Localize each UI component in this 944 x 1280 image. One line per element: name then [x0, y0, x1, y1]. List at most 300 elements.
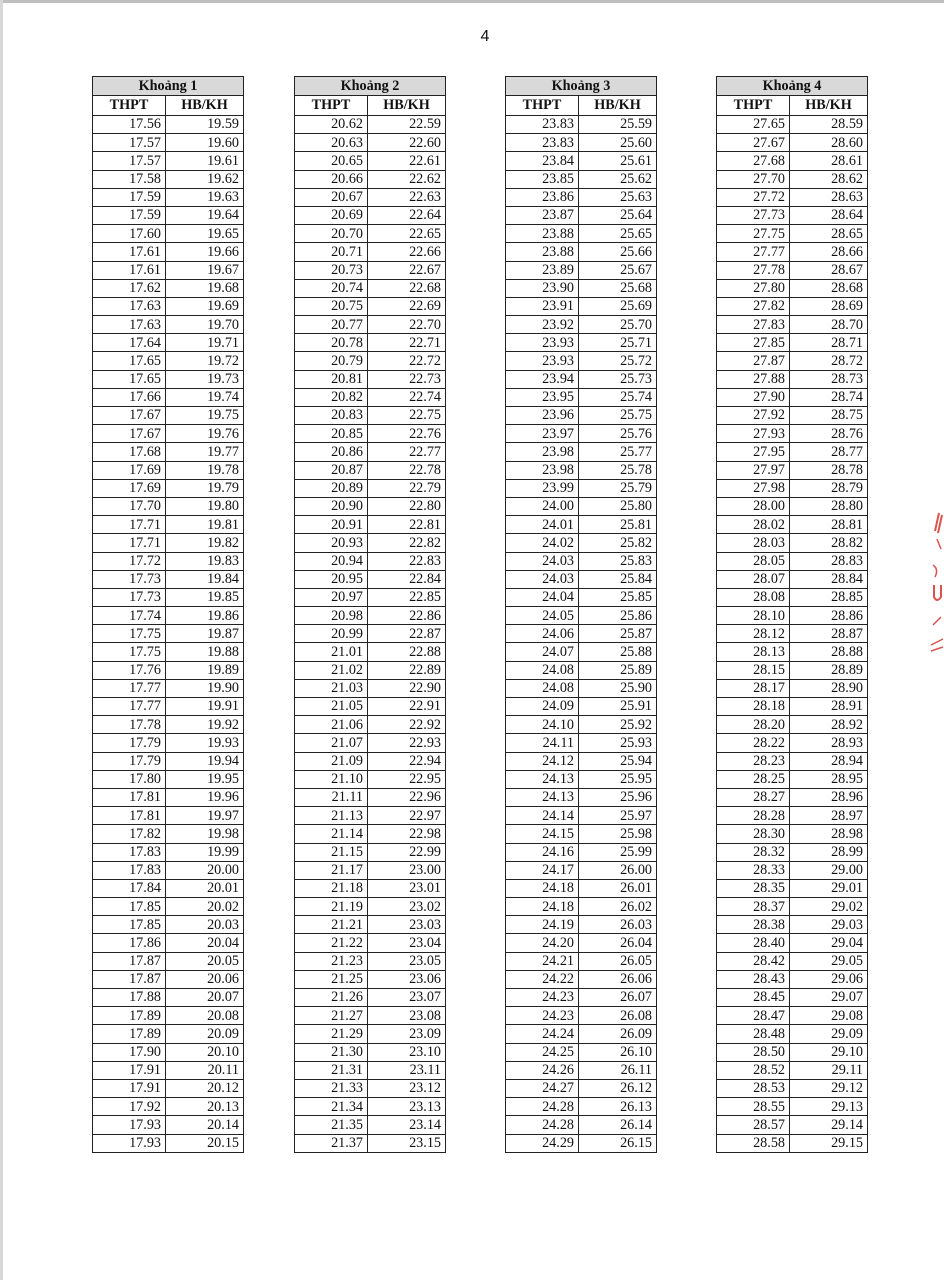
hbkh-cell: 19.95	[166, 770, 244, 788]
hbkh-cell: 26.14	[579, 1116, 657, 1134]
hbkh-cell: 22.61	[368, 152, 446, 170]
hbkh-cell: 19.77	[166, 443, 244, 461]
thpt-cell: 20.91	[295, 516, 368, 534]
table-row	[506, 807, 657, 825]
hbkh-cell: 19.87	[166, 625, 244, 643]
thpt-cell: 17.63	[93, 297, 166, 315]
page-number: 4	[480, 28, 490, 45]
thpt-cell: 21.18	[295, 879, 368, 897]
table-row	[93, 534, 244, 552]
thpt-cell: 23.83	[506, 134, 579, 152]
hbkh-cell: 25.65	[579, 225, 657, 243]
table-row	[717, 479, 868, 497]
hbkh-cell: 29.10	[790, 1043, 868, 1061]
hbkh-cell: 25.62	[579, 170, 657, 188]
hbkh-cell: 22.59	[368, 116, 446, 134]
hbkh-cell: 20.15	[166, 1134, 244, 1152]
table-row	[506, 570, 657, 588]
thpt-cell: 24.12	[506, 752, 579, 770]
thpt-cell: 21.17	[295, 861, 368, 879]
table-row	[93, 479, 244, 497]
thpt-cell: 28.47	[717, 1007, 790, 1025]
table-row	[506, 352, 657, 370]
table-row	[93, 952, 244, 970]
thpt-cell: 24.24	[506, 1025, 579, 1043]
hbkh-cell: 28.68	[790, 279, 868, 297]
table-row	[295, 188, 446, 206]
thpt-cell: 28.55	[717, 1098, 790, 1116]
table-row	[93, 970, 244, 988]
table-row	[506, 1134, 657, 1152]
thpt-cell: 23.92	[506, 316, 579, 334]
thpt-cell: 23.95	[506, 388, 579, 406]
hbkh-cell: 28.75	[790, 407, 868, 425]
hbkh-cell: 29.04	[790, 934, 868, 952]
thpt-cell: 27.82	[717, 297, 790, 315]
thpt-cell: 23.88	[506, 225, 579, 243]
hbkh-cell: 22.77	[368, 443, 446, 461]
thpt-cell: 21.13	[295, 807, 368, 825]
hbkh-cell: 28.59	[790, 116, 868, 134]
thpt-cell: 24.15	[506, 825, 579, 843]
hbkh-cell: 22.97	[368, 807, 446, 825]
thpt-cell: 23.98	[506, 443, 579, 461]
hbkh-cell: 28.94	[790, 752, 868, 770]
table-row	[295, 134, 446, 152]
hbkh-cell: 26.05	[579, 952, 657, 970]
table-row	[93, 152, 244, 170]
thpt-cell: 24.23	[506, 989, 579, 1007]
thpt-cell: 20.78	[295, 334, 368, 352]
table-row	[93, 188, 244, 206]
thpt-cell: 24.19	[506, 916, 579, 934]
thpt-cell: 20.81	[295, 370, 368, 388]
table-row	[93, 443, 244, 461]
table-row	[506, 552, 657, 570]
hbkh-cell: 22.88	[368, 643, 446, 661]
table-row	[717, 261, 868, 279]
table-row	[717, 243, 868, 261]
hbkh-cell: 25.91	[579, 698, 657, 716]
hbkh-cell: 22.82	[368, 534, 446, 552]
table-row	[506, 952, 657, 970]
table-row	[717, 516, 868, 534]
thpt-cell: 28.35	[717, 879, 790, 897]
table-row	[295, 334, 446, 352]
thpt-cell: 17.81	[93, 807, 166, 825]
hbkh-cell: 29.07	[790, 989, 868, 1007]
thpt-cell: 28.40	[717, 934, 790, 952]
table-row	[506, 425, 657, 443]
table-row	[717, 661, 868, 679]
table-row	[93, 516, 244, 534]
table-row	[93, 1025, 244, 1043]
hbkh-cell: 22.80	[368, 497, 446, 515]
hbkh-cell: 19.84	[166, 570, 244, 588]
table-row	[717, 297, 868, 315]
hbkh-cell: 29.01	[790, 879, 868, 897]
table-row	[93, 989, 244, 1007]
thpt-cell: 24.09	[506, 698, 579, 716]
table-row	[717, 225, 868, 243]
hbkh-cell: 26.11	[579, 1061, 657, 1079]
thpt-cell: 28.27	[717, 788, 790, 806]
table-row	[295, 1025, 446, 1043]
table-row	[717, 934, 868, 952]
table-row	[717, 461, 868, 479]
hbkh-cell: 26.12	[579, 1079, 657, 1097]
table-row	[717, 1134, 868, 1152]
thpt-cell: 20.70	[295, 225, 368, 243]
table-row	[506, 916, 657, 934]
hbkh-cell: 29.06	[790, 970, 868, 988]
thpt-cell: 20.66	[295, 170, 368, 188]
table-row	[717, 352, 868, 370]
hbkh-cell: 23.07	[368, 989, 446, 1007]
hbkh-cell: 29.09	[790, 1025, 868, 1043]
hbkh-cell: 25.66	[579, 243, 657, 261]
thpt-cell: 17.85	[93, 916, 166, 934]
thpt-cell: 20.82	[295, 388, 368, 406]
thpt-cell: 21.03	[295, 679, 368, 697]
table-row	[295, 1043, 446, 1061]
table-row	[717, 552, 868, 570]
hbkh-cell: 19.61	[166, 152, 244, 170]
thpt-cell: 21.23	[295, 952, 368, 970]
hbkh-cell: 28.92	[790, 716, 868, 734]
thpt-cell: 17.80	[93, 770, 166, 788]
table-title: Khoảng 3	[506, 77, 657, 96]
table-row	[717, 497, 868, 515]
thpt-cell: 28.38	[717, 916, 790, 934]
hbkh-cell: 19.78	[166, 461, 244, 479]
thpt-cell: 17.66	[93, 388, 166, 406]
table-row	[295, 752, 446, 770]
thpt-cell: 17.73	[93, 570, 166, 588]
table-row	[93, 788, 244, 806]
hbkh-cell: 19.73	[166, 370, 244, 388]
hbkh-cell: 19.64	[166, 206, 244, 224]
thpt-cell: 17.83	[93, 861, 166, 879]
thpt-cell: 17.69	[93, 461, 166, 479]
thpt-cell: 17.62	[93, 279, 166, 297]
table-row	[93, 770, 244, 788]
table-row	[295, 625, 446, 643]
table-row	[295, 461, 446, 479]
table-row	[717, 825, 868, 843]
thpt-cell: 21.26	[295, 989, 368, 1007]
hbkh-cell: 23.04	[368, 934, 446, 952]
hbkh-cell: 19.94	[166, 752, 244, 770]
thpt-cell: 24.14	[506, 807, 579, 825]
table-row	[717, 788, 868, 806]
hbkh-cell: 28.80	[790, 497, 868, 515]
thpt-cell: 24.08	[506, 661, 579, 679]
hbkh-cell: 20.06	[166, 970, 244, 988]
table-row	[295, 916, 446, 934]
hbkh-cell: 20.01	[166, 879, 244, 897]
hbkh-cell: 28.89	[790, 661, 868, 679]
hbkh-cell: 22.68	[368, 279, 446, 297]
thpt-cell: 24.29	[506, 1134, 579, 1152]
hbkh-cell: 25.88	[579, 643, 657, 661]
hbkh-cell: 19.80	[166, 497, 244, 515]
thpt-cell: 27.97	[717, 461, 790, 479]
hbkh-cell: 25.67	[579, 261, 657, 279]
hbkh-cell: 20.09	[166, 1025, 244, 1043]
hbkh-cell: 25.81	[579, 516, 657, 534]
hbkh-cell: 22.96	[368, 788, 446, 806]
hbkh-cell: 28.76	[790, 425, 868, 443]
hbkh-cell: 19.93	[166, 734, 244, 752]
table-row	[506, 1098, 657, 1116]
thpt-cell: 17.84	[93, 879, 166, 897]
hbkh-cell: 28.95	[790, 770, 868, 788]
hbkh-cell: 25.70	[579, 316, 657, 334]
table-row	[295, 1116, 446, 1134]
hbkh-cell: 25.60	[579, 134, 657, 152]
hbkh-cell: 22.67	[368, 261, 446, 279]
table-row	[93, 588, 244, 606]
hbkh-cell: 25.90	[579, 679, 657, 697]
hbkh-cell: 20.08	[166, 1007, 244, 1025]
table-row	[506, 279, 657, 297]
table-row	[717, 970, 868, 988]
table-row	[717, 1007, 868, 1025]
thpt-cell: 21.06	[295, 716, 368, 734]
thpt-cell: 24.00	[506, 497, 579, 515]
table-row	[93, 370, 244, 388]
table-row	[506, 370, 657, 388]
hbkh-cell: 25.77	[579, 443, 657, 461]
table-row	[93, 643, 244, 661]
table-row	[506, 1061, 657, 1079]
thpt-cell: 28.05	[717, 552, 790, 570]
hbkh-cell: 28.69	[790, 297, 868, 315]
hbkh-cell: 28.63	[790, 188, 868, 206]
thpt-cell: 20.77	[295, 316, 368, 334]
hbkh-cell: 28.83	[790, 552, 868, 570]
table-row	[295, 989, 446, 1007]
table-row	[506, 898, 657, 916]
table-row	[93, 1061, 244, 1079]
table-row	[295, 225, 446, 243]
hbkh-cell: 22.60	[368, 134, 446, 152]
table-row	[506, 407, 657, 425]
column-header-hbkh: HB/KH	[790, 96, 868, 116]
thpt-cell: 27.80	[717, 279, 790, 297]
hbkh-cell: 23.08	[368, 1007, 446, 1025]
hbkh-cell: 22.73	[368, 370, 446, 388]
hbkh-cell: 25.64	[579, 206, 657, 224]
hbkh-cell: 29.08	[790, 1007, 868, 1025]
hbkh-cell: 25.74	[579, 388, 657, 406]
thpt-cell: 28.08	[717, 588, 790, 606]
hbkh-cell: 22.72	[368, 352, 446, 370]
table-row	[93, 1007, 244, 1025]
thpt-cell: 23.83	[506, 116, 579, 134]
hbkh-cell: 19.96	[166, 788, 244, 806]
table-row	[506, 770, 657, 788]
thpt-cell: 17.88	[93, 989, 166, 1007]
hbkh-cell: 22.63	[368, 188, 446, 206]
thpt-cell: 17.77	[93, 698, 166, 716]
hbkh-cell: 20.05	[166, 952, 244, 970]
hbkh-cell: 22.81	[368, 516, 446, 534]
thpt-cell: 21.22	[295, 934, 368, 952]
table-row	[717, 116, 868, 134]
hbkh-cell: 22.89	[368, 661, 446, 679]
thpt-cell: 17.87	[93, 970, 166, 988]
thpt-cell: 17.58	[93, 170, 166, 188]
thpt-cell: 21.02	[295, 661, 368, 679]
hbkh-cell: 25.82	[579, 534, 657, 552]
table-row	[717, 734, 868, 752]
thpt-cell: 20.97	[295, 588, 368, 606]
table-row	[717, 206, 868, 224]
column-header-hbkh: HB/KH	[368, 96, 446, 116]
hbkh-cell: 22.93	[368, 734, 446, 752]
table-row	[93, 170, 244, 188]
table-row	[93, 352, 244, 370]
hbkh-cell: 22.83	[368, 552, 446, 570]
table-row	[93, 1098, 244, 1116]
thpt-cell: 17.79	[93, 752, 166, 770]
hbkh-cell: 25.83	[579, 552, 657, 570]
hbkh-cell: 26.08	[579, 1007, 657, 1025]
table-row	[717, 316, 868, 334]
table-row	[295, 734, 446, 752]
hbkh-cell: 19.86	[166, 607, 244, 625]
table-row	[93, 825, 244, 843]
table-row	[295, 716, 446, 734]
hbkh-cell: 22.85	[368, 588, 446, 606]
thpt-cell: 23.88	[506, 243, 579, 261]
table-row	[93, 316, 244, 334]
thpt-cell: 24.01	[506, 516, 579, 534]
hbkh-cell: 29.13	[790, 1098, 868, 1116]
table-row	[506, 206, 657, 224]
thpt-cell: 23.97	[506, 425, 579, 443]
hbkh-cell: 28.66	[790, 243, 868, 261]
table-row	[506, 989, 657, 1007]
hbkh-cell: 19.67	[166, 261, 244, 279]
thpt-cell: 24.16	[506, 843, 579, 861]
table-row	[717, 188, 868, 206]
thpt-cell: 23.96	[506, 407, 579, 425]
hbkh-cell: 28.61	[790, 152, 868, 170]
thpt-cell: 21.05	[295, 698, 368, 716]
hbkh-cell: 26.07	[579, 989, 657, 1007]
thpt-cell: 17.75	[93, 643, 166, 661]
hbkh-cell: 28.64	[790, 206, 868, 224]
column-header-hbkh: HB/KH	[166, 96, 244, 116]
table-row	[717, 698, 868, 716]
hbkh-cell: 25.69	[579, 297, 657, 315]
table-row	[295, 497, 446, 515]
thpt-cell: 21.25	[295, 970, 368, 988]
table-row	[93, 552, 244, 570]
table-row	[93, 807, 244, 825]
table-row	[93, 334, 244, 352]
thpt-cell: 27.65	[717, 116, 790, 134]
table-row	[93, 570, 244, 588]
thpt-cell: 17.77	[93, 679, 166, 697]
table-row	[506, 788, 657, 806]
thpt-cell: 21.01	[295, 643, 368, 661]
thpt-cell: 24.08	[506, 679, 579, 697]
table-row	[717, 916, 868, 934]
table-row	[93, 1079, 244, 1097]
table-row	[93, 843, 244, 861]
hbkh-cell: 22.95	[368, 770, 446, 788]
thpt-cell: 17.59	[93, 206, 166, 224]
hbkh-cell: 25.99	[579, 843, 657, 861]
table-row	[506, 334, 657, 352]
hbkh-cell: 28.98	[790, 825, 868, 843]
hbkh-cell: 19.62	[166, 170, 244, 188]
hbkh-cell: 19.65	[166, 225, 244, 243]
thpt-cell: 17.79	[93, 734, 166, 752]
table-row	[717, 807, 868, 825]
table-row	[295, 370, 446, 388]
hbkh-cell: 19.92	[166, 716, 244, 734]
thpt-cell: 28.22	[717, 734, 790, 752]
table-row	[717, 643, 868, 661]
table-row	[295, 970, 446, 988]
thpt-cell: 20.63	[295, 134, 368, 152]
thpt-cell: 20.98	[295, 607, 368, 625]
thpt-cell: 21.10	[295, 770, 368, 788]
thpt-cell: 17.92	[93, 1098, 166, 1116]
hbkh-cell: 25.86	[579, 607, 657, 625]
table-row	[506, 443, 657, 461]
table-row	[295, 788, 446, 806]
thpt-cell: 20.85	[295, 425, 368, 443]
table-title: Khoảng 4	[717, 77, 868, 96]
thpt-cell: 27.95	[717, 443, 790, 461]
thpt-cell: 24.18	[506, 898, 579, 916]
thpt-cell: 28.18	[717, 698, 790, 716]
thpt-cell: 28.10	[717, 607, 790, 625]
hbkh-cell: 25.87	[579, 625, 657, 643]
hbkh-cell: 19.69	[166, 297, 244, 315]
table-row	[717, 716, 868, 734]
thpt-cell: 17.86	[93, 934, 166, 952]
thpt-cell: 28.03	[717, 534, 790, 552]
thpt-cell: 20.75	[295, 297, 368, 315]
hbkh-cell: 26.01	[579, 879, 657, 897]
table-row	[295, 861, 446, 879]
thpt-cell: 17.71	[93, 534, 166, 552]
table-row	[506, 734, 657, 752]
hbkh-cell: 28.78	[790, 461, 868, 479]
table-row	[506, 1025, 657, 1043]
thpt-cell: 24.10	[506, 716, 579, 734]
hbkh-cell: 29.02	[790, 898, 868, 916]
hbkh-cell: 19.75	[166, 407, 244, 425]
table-row	[717, 443, 868, 461]
table-row	[506, 116, 657, 134]
hbkh-cell: 25.76	[579, 425, 657, 443]
thpt-cell: 21.07	[295, 734, 368, 752]
hbkh-cell: 28.90	[790, 679, 868, 697]
hbkh-cell: 20.11	[166, 1061, 244, 1079]
thpt-cell: 28.48	[717, 1025, 790, 1043]
table-row	[717, 952, 868, 970]
thpt-cell: 28.58	[717, 1134, 790, 1152]
hbkh-cell: 19.89	[166, 661, 244, 679]
